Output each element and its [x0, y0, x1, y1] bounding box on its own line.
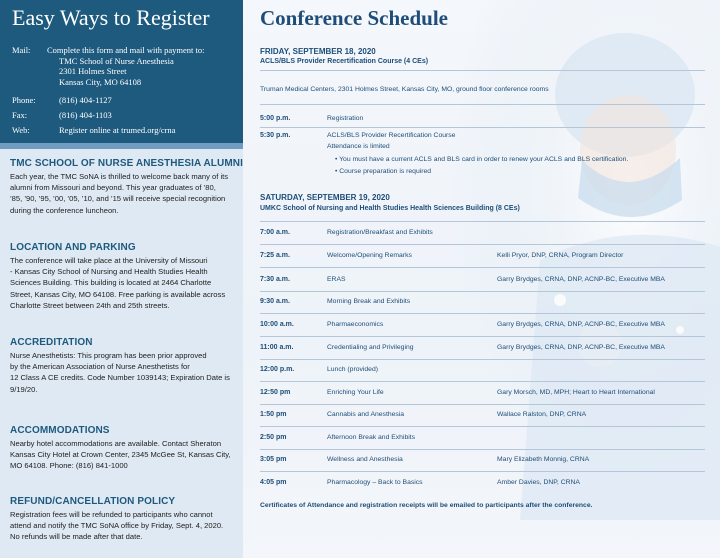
event-title: ACLS/BLS Provider Recertification Course	[327, 132, 456, 139]
body-line: during the conference luncheon.	[10, 205, 119, 215]
divider	[260, 471, 705, 472]
speaker-name: Garry Brydges, CRNA, DNP, ACNP-BC, Executive MBA	[497, 344, 665, 351]
fax-number: (816) 404-1103	[59, 110, 112, 120]
event-title: Enriching Your Life	[327, 389, 384, 396]
body-line: Nearby hotel accommodations are available. Contact Sheraton	[10, 439, 222, 448]
body-line: 9/19/20.	[10, 384, 38, 394]
left-column	[0, 0, 243, 558]
time-slot: 10:00 a.m.	[260, 321, 294, 328]
day1-date: FRIDAY, SEPTEMBER 18, 2020	[260, 47, 376, 56]
divider	[260, 449, 705, 450]
body-line: Sciences Building. This building is located at 2464 Charlotte	[10, 278, 212, 288]
time-slot: 7:30 a.m.	[260, 276, 290, 283]
event-title: Welcome/Opening Remarks	[327, 252, 412, 259]
section-body	[10, 171, 240, 216]
divider	[260, 267, 705, 268]
divider	[260, 313, 705, 314]
event-note: • Course preparation is required	[335, 168, 432, 175]
event-title: Registration	[327, 115, 364, 122]
time-slot: 3:05 pm	[260, 456, 287, 463]
mail-line: Kansas City, MO 64108	[59, 76, 142, 87]
body-line: No refunds will be made after that date.	[10, 532, 143, 542]
event-title: Afternoon Break and Exhibits	[327, 434, 416, 441]
body-line: Each year, the TMC SoNA is thrilled to welcome back many of its	[10, 172, 229, 181]
event-note: • You must have a current ACLS and BLS card in order to renew your ACLS and BLS certification.	[335, 156, 629, 163]
body-line: Nurse Anesthetists: This program has been prior approved	[10, 351, 207, 360]
accommodations-section	[10, 425, 240, 472]
time-slot: 2:50 pm	[260, 434, 287, 441]
mail-line: TMC School of Nurse Anesthesia	[59, 55, 174, 66]
time-slot: 9:30 a.m.	[260, 298, 290, 305]
event-title: Credentialing and Privileging	[327, 344, 414, 351]
time-slot: 1:50 pm	[260, 411, 287, 418]
event-note: Attendance is limited	[327, 143, 390, 150]
divider	[260, 381, 705, 382]
day2-date: SATURDAY, SEPTEMBER 19, 2020	[260, 193, 390, 202]
divider	[260, 221, 705, 222]
register-title: Easy Ways to Register	[12, 5, 210, 30]
body-line: 12 Class A CE credits. Code Number 1039143; Expiration Date is	[10, 373, 230, 383]
section-heading: ACCREDITATION	[10, 337, 93, 348]
footer-note: Certificates of Attendance and registration receipts will be emailed to participants after the conference.	[260, 502, 593, 509]
web-label: Web:	[12, 125, 30, 135]
phone-label: Phone:	[12, 95, 36, 105]
speaker-name: Garry Brydges, CRNA, DNP, ACNP-BC, Executive MBA	[497, 276, 665, 283]
divider	[260, 426, 705, 427]
section-body	[10, 350, 240, 395]
divider	[260, 104, 705, 105]
alumni-section	[10, 158, 243, 216]
speaker-name: Garry Brydges, CRNA, DNP, ACNP-BC, Executive MBA	[497, 321, 665, 328]
schedule-title: Conference Schedule	[260, 6, 449, 30]
event-title: Pharmaeconomics	[327, 321, 384, 328]
speaker-name: Mary Elizabeth Monnig, CRNA	[497, 456, 590, 463]
event-title: Lunch (provided)	[327, 366, 379, 373]
event-title: Cannabis and Anesthesia	[327, 411, 405, 418]
event-title: Morning Break and Exhibits	[327, 298, 411, 305]
time-slot: 7:25 a.m.	[260, 252, 290, 259]
body-line: ’85, ’90, ’95, ’00, ’05, ’10, and ’15 will receive special recognition	[10, 194, 226, 204]
body-line: alumni from Missouri and beyond. This year graduates of ’80,	[10, 183, 216, 193]
time-slot: 5:00 p.m.	[260, 115, 291, 122]
speaker-name: Gary Morsch, MD, MPH; Heart to Heart International	[497, 389, 655, 396]
speaker-name: Amber Davies, DNP, CRNA	[497, 479, 580, 486]
body-line: attend and notify the TMC SoNA office by Friday, Sept. 4, 2020.	[10, 521, 224, 531]
mail-line: Complete this form and mail with payment to:	[47, 45, 205, 55]
time-slot: 12:00 p.m.	[260, 366, 295, 373]
divider	[260, 359, 705, 360]
event-title: Registration/Breakfast and Exhibits	[327, 229, 433, 236]
body-line: Street, Kansas City, MO 64108. Free parking is available across	[10, 289, 226, 299]
web-link[interactable]: Register online at trumed.org/crna	[59, 125, 176, 135]
body-line: The conference will take place at the University of Missouri	[10, 256, 208, 265]
event-title: ERAS	[327, 276, 346, 283]
time-slot: 7:00 a.m.	[260, 229, 290, 236]
section-body	[10, 255, 240, 311]
day2-course: UMKC School of Nursing and Health Studies Health Sciences Building (8 CEs)	[260, 205, 520, 212]
day1-location: Truman Medical Centers, 2301 Holmes Street, Kansas City, MO, ground floor conference rooms	[260, 86, 549, 93]
divider	[260, 244, 705, 245]
body-line: MO 64108. Phone: (816) 841-1000	[10, 461, 128, 471]
divider	[260, 70, 705, 71]
section-heading: TMC SCHOOL OF NURSE ANESTHESIA ALUMNI	[10, 158, 243, 169]
accreditation-section	[10, 337, 240, 395]
event-title: Wellness and Anesthesia	[327, 456, 403, 463]
mail-label: Mail:	[12, 45, 31, 55]
time-slot: 11:00 a.m.	[260, 344, 294, 351]
speaker-name: Wallace Ralston, DNP, CRNA	[497, 411, 587, 418]
body-line: Charlotte Street between 24th and 25th streets.	[10, 300, 170, 310]
time-slot: 4:05 pm	[260, 479, 287, 486]
speaker-name: Kelli Pryor, DNP, CRNA, Program Director	[497, 252, 624, 259]
info-panel	[0, 149, 243, 558]
register-box	[0, 0, 243, 143]
nurse-photo	[450, 0, 720, 520]
divider	[260, 336, 705, 337]
divider	[260, 291, 705, 292]
fax-label: Fax:	[12, 110, 28, 120]
section-body	[10, 509, 240, 543]
mail-line: 2301 Holmes Street	[59, 66, 127, 76]
section-heading: LOCATION AND PARKING	[10, 242, 136, 253]
body-line: by the American Association of Nurse Anesthetists for	[10, 362, 190, 372]
body-line: Registration fees will be refunded to participants who cannot	[10, 510, 213, 519]
event-title: Pharmacology – Back to Basics	[327, 479, 423, 486]
mail-address	[47, 45, 204, 87]
body-line: Kansas City Hotel at Crown Center, 2345 McGee St, Kansas City,	[10, 450, 231, 460]
phone-number: (816) 404-1127	[59, 95, 112, 105]
day1-course: ACLS/BLS Provider Recertification Course (4 CEs)	[260, 58, 429, 65]
time-slot: 12:50 pm	[260, 389, 291, 396]
section-heading: ACCOMMODATIONS	[10, 425, 110, 436]
time-slot: 5:30 p.m.	[260, 132, 291, 139]
divider	[260, 404, 705, 405]
schedule-column	[243, 0, 720, 558]
section-body	[10, 438, 240, 472]
location-section	[10, 242, 240, 311]
divider	[260, 127, 705, 128]
section-heading: REFUND/CANCELLATION POLICY	[10, 496, 176, 507]
body-line: - Kansas City School of Nursing and Health Studies Health	[10, 267, 208, 277]
refund-section	[10, 496, 240, 543]
